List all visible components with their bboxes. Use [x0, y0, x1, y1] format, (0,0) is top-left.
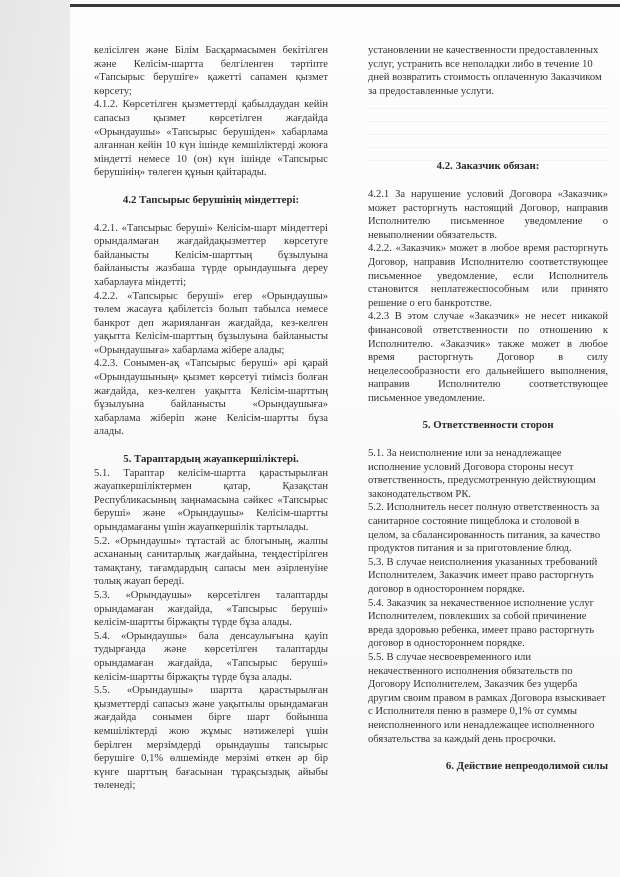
paragraph: 5.5. В случае несвоевременного или некачественного исполнения обязательств по Договору Исполнителем, Заказчик без ущерба другим своим правом в рамках Договора взыскивает с Исполнителя пеню в размере 0,1% от суммы неисполненного или ненадлежащее исполненного обязательства за каждый день просрочки.	[368, 651, 606, 745]
paragraph: 4.2.1. «Тапсырыс беруші» Келісім-шарт міндеттері орындалмаған жағдайдақызметтер көрсетуге байланысты Келісім-шарттың бұзылуына байланысты жазбаша түрде орындаушыға дереу хабарлауға міндетті;	[94, 222, 328, 288]
section-heading: 4.2 Тапсырыс берушінің міндеттері:	[122, 193, 300, 206]
paragraph: 5.5. «Орындаушы» шартта қарастырылған қызметтерді сапасыз және уақытылы орындамаған жағдайда сонымен бірге шарт бойынша кемшіліктерді жою жұмыс нәтижелері үшін берілген мерзімдерді орындаушы тапсырыс берушіге 0,1% өлшемінде мерзімі өткен әр бір күнге шарттың бағасынан тұрақсыздық айыбы төленеді;	[94, 685, 328, 792]
paragraph: 4.2.1 За нарушение условий Договора «Заказчик» может расторгнуть настоящий Договор, направив Исполнителю письменное уведомление о невыполнении обязательств.	[368, 188, 608, 241]
paragraph: 4.1.2. Көрсетілген қызметтерді қабылдаудан кейін сапасыз қызмет көрсетілген жағдайда «Орындаушы» «Тапсырыс берушіден» хабарлама алғаннан кейін 10 күн ішінде кемшіліктерді жоюға міндетті немесе 10 (он) күн ішінде «Тапсырыс берушінің» төлеген құнын қайтарады.	[94, 99, 328, 179]
paragraph: 5.2. «Орындаушы» тұтастай ас блогының, жалпы асхананың санитарлық жағдайына, теңдестірілген тамақтану, тағамдардың сапасы мен әзірленуіне толық жауап береді.	[94, 535, 328, 588]
paragraph: 5.3. «Орындаушы» көрсетілген талаптарды орындамаған жағдайда, «Тапсырыс беруші» келісім-шартты біржақты түрде бұза алады.	[94, 589, 328, 629]
paragraph: 5.1. За неисполнение или за ненадлежащее исполнение условий Договора стороны несут ответственность, предусмотренную действующим законодательством РК.	[368, 448, 596, 500]
paragraph: 5.2. Исполнитель несет полную ответственность за санитарное состояние пищеблока и столовой в целом, за сбалансированность питания, за качество продуктов питания и за приготовление блюд.	[368, 502, 601, 555]
section-heading: 4.2. Заказчик обязан:	[436, 160, 540, 173]
paragraph: 4.2.2. «Тапсырыс беруші» егер «Орындаушы» төлем жасауға қабілетсіз болып табылса немесе банкрот деп жарияланған жағдайда, кез-келген уақытта Келісім-шарттың бұзылуына байланысты «Орындаушыға» хабарлама жібере алады;	[94, 290, 328, 356]
paragraph: 4.2.3 В этом случае «Заказчик» не несет никакой финансовой ответственности по отношению к Исполнителю. «Заказчик» также может в любое время расторгнуть Договор в силу нецелесообразности его дальнейшего выполнения, направив Исполнителю соответствующее письменное уведомление.	[368, 311, 608, 404]
paragraph: 5.3. В случае неисполнения указанных требований Исполнителем, Заказчик имеет право расторгнуть договор в одностороннем порядке.	[368, 556, 598, 595]
section-heading: 6. Действие непреодолимой силы	[445, 760, 608, 773]
paragraph: 4.2.3. Сонымен-ақ «Тапсырыс беруші» әрі қарай «Орындаушының» қызмет көрсетуі тиімсіз болған жағдайда, кез-келген уақытта Келісім-шарттың бұзылуына байланысты «Орындаушыға» хабарлама жіберіп және Келісім-шартты бұза алады.	[94, 358, 328, 438]
scan-edge	[70, 4, 620, 7]
paragraph: 4.2.2. «Заказчик» может в любое время расторгнуть Договор, направив Исполнителю соответствующее письменное уведомление, если Исполнитель становится неплатежеспособным или принято решение о его банкротстве.	[368, 243, 608, 309]
page-fold-shadow	[0, 0, 70, 877]
left-column-kazakh	[94, 44, 328, 793]
paragraph: келісілген және Білім Басқармасымен бекітілген және Келісім-шартта белгіленген тәртіпте «Тапсырыс берушіге» қажетті сапамен қызмет көрсету;	[94, 45, 328, 97]
paragraph: 5.4. Заказчик за некачественное исполнение услуг Исполнителем, повлекших за собой причинение вреда здоровью ребенка, имеет право расторгнуть договор в одностороннем порядке.	[368, 597, 595, 650]
right-column-russian	[368, 44, 608, 774]
paragraph: 5.1. Тараптар келісім-шартта қарастырылған жауапкершіліктермен қатар, Қазақстан Республикасының заңнамасына сәйкес «Тапсырыс беруші» және «Орындаушы» Келісім-шартты орындамағаны үшін жауапкершілік тартылады.	[94, 467, 328, 533]
section-heading: 5. Тараптардың жауапкершіліктері.	[123, 453, 299, 466]
section-heading: 5. Ответственности сторон	[422, 419, 554, 432]
paragraph: установлении не качественности предоставленных услуг, устранить все неполадки либо в течение 10 дней возвратить стоимость оплаченную Заказчиком за предоставленные услуги.	[368, 45, 602, 97]
paragraph: 5.4. «Орындаушы» бала денсаулығына қауіп тудырғанда және көрсетілген талаптарды орындамаған жағдайда, «Тапсырыс беруші» келісім-шартты біржақты түрде бұза алады.	[94, 630, 328, 683]
